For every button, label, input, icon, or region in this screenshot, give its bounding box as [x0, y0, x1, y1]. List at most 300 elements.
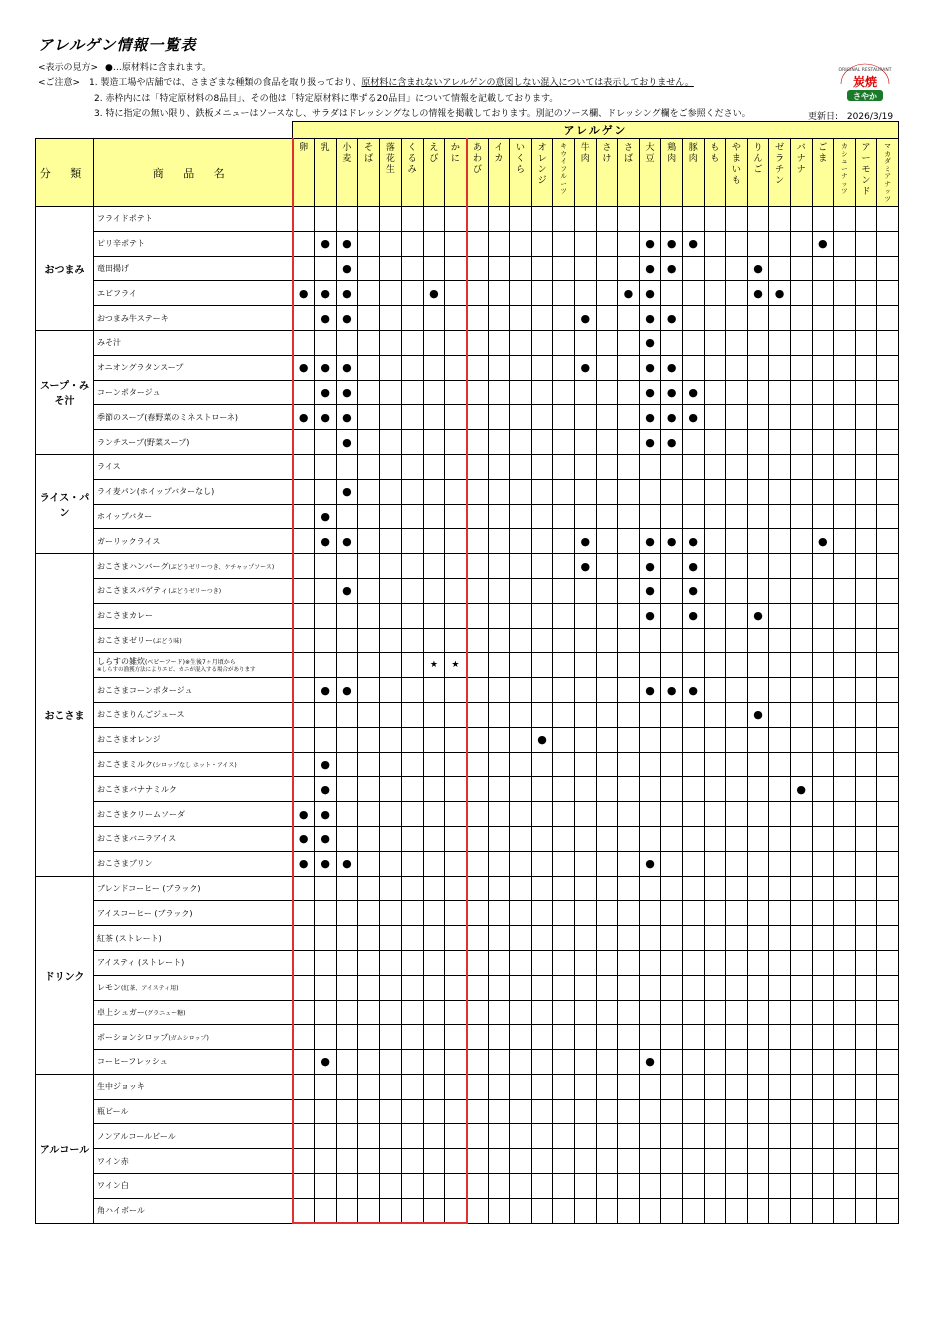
allergen-cell: [531, 702, 553, 727]
allergen-cell: [510, 430, 532, 455]
allergen-cell: [790, 826, 812, 851]
allergen-cell: [510, 479, 532, 504]
allergen-cell: [661, 1099, 683, 1124]
allergen-cell: [618, 1124, 640, 1149]
allergen-cell: [380, 926, 402, 951]
allergen-cell: [769, 1149, 791, 1174]
allergen-cell: [790, 702, 812, 727]
allergen-cell: [380, 330, 402, 355]
allergen-cell: [293, 430, 315, 455]
allergen-cell: [445, 1000, 467, 1025]
allergen-cell: [467, 1174, 489, 1199]
allergen-cell: [488, 1025, 510, 1050]
table-row: [36, 1198, 899, 1223]
allergen-cell: [661, 950, 683, 975]
allergen-cell: [618, 926, 640, 951]
allergen-cell: [445, 281, 467, 306]
allergen-cell: [531, 529, 553, 554]
allergen-cell: [747, 752, 769, 777]
allergen-cell: ●: [639, 380, 661, 405]
allergen-cell: [467, 405, 489, 430]
allergen-cell: [314, 430, 336, 455]
allergen-cell: [834, 901, 856, 926]
allergen-cell: [423, 578, 445, 603]
allergen-cell: [293, 975, 315, 1000]
allergen-cell: [596, 752, 618, 777]
allergen-cell: [726, 876, 748, 901]
product-name: ワイン白: [94, 1174, 293, 1199]
allergen-cell: [704, 603, 726, 628]
allergen-cell: [769, 529, 791, 554]
allergen-cell: ●: [314, 678, 336, 703]
allergen-cell: [726, 380, 748, 405]
allergen-cell: [553, 1099, 575, 1124]
allergen-cell: [747, 1074, 769, 1099]
product-name: ワイン赤: [94, 1149, 293, 1174]
allergen-cell: ●: [618, 281, 640, 306]
allergen-cell: [423, 504, 445, 529]
allergen-cell: [618, 950, 640, 975]
allergen-cell: [618, 901, 640, 926]
allergen-col-header: 小麦: [336, 139, 358, 207]
allergen-cell: [661, 752, 683, 777]
allergen-cell: [401, 380, 423, 405]
allergen-cell: [293, 256, 315, 281]
allergen-cell: [401, 876, 423, 901]
allergen-cell: [726, 281, 748, 306]
allergen-cell: [596, 306, 618, 331]
allergen-cell: [596, 504, 618, 529]
allergen-cell: [877, 1074, 899, 1099]
allergen-cell: [336, 1099, 358, 1124]
allergen-cell: [488, 256, 510, 281]
allergen-cell: [336, 826, 358, 851]
allergen-cell: [790, 430, 812, 455]
allergen-cell: [639, 1025, 661, 1050]
allergen-cell: [790, 1124, 812, 1149]
allergen-cell: [467, 975, 489, 1000]
allergen-cell: [877, 231, 899, 256]
allergen-cell: [790, 876, 812, 901]
allergen-cell: [423, 1198, 445, 1223]
allergen-cell: [423, 554, 445, 579]
allergen-cell: [553, 926, 575, 951]
allergen-cell: [574, 752, 596, 777]
allergen-cell: [661, 975, 683, 1000]
allergen-cell: [834, 231, 856, 256]
table-row: [36, 554, 899, 579]
allergen-cell: [401, 1174, 423, 1199]
allergen-cell: [510, 727, 532, 752]
allergen-cell: [855, 578, 877, 603]
logo-brand-text: さやか: [853, 92, 877, 101]
allergen-cell: [877, 479, 899, 504]
allergen-cell: [877, 454, 899, 479]
allergen-cell: [661, 1025, 683, 1050]
allergen-cell: [855, 926, 877, 951]
allergen-col-header: バナナ: [790, 139, 812, 207]
allergen-cell: [790, 554, 812, 579]
allergen-cell: [467, 1025, 489, 1050]
allergen-cell: [769, 231, 791, 256]
allergen-cell: [704, 802, 726, 827]
allergen-cell: [510, 1174, 532, 1199]
product-name: おこさまクリームソーダ: [94, 802, 293, 827]
allergen-cell: [877, 256, 899, 281]
allergen-cell: [704, 1174, 726, 1199]
allergen-cell: [314, 479, 336, 504]
allergen-cell: [553, 281, 575, 306]
allergen-cell: [812, 876, 834, 901]
allergen-cell: [467, 281, 489, 306]
allergen-cell: ●: [639, 851, 661, 876]
allergen-cell: [855, 231, 877, 256]
allergen-cell: ●: [314, 1050, 336, 1075]
allergen-cell: [790, 504, 812, 529]
allergen-cell: [445, 777, 467, 802]
allergen-cell: [812, 306, 834, 331]
table-row: [36, 1025, 899, 1050]
allergen-cell: [531, 851, 553, 876]
allergen-cell: ●: [639, 529, 661, 554]
allergen-cell: [704, 851, 726, 876]
allergen-cell: [790, 207, 812, 232]
allergen-cell: [747, 405, 769, 430]
allergen-cell: [661, 777, 683, 802]
allergen-cell: [293, 653, 315, 678]
allergen-cell: [574, 628, 596, 653]
legend-text: ●…原材料に含まれます。: [104, 63, 212, 73]
allergen-cell: [553, 1198, 575, 1223]
allergen-cell: [661, 479, 683, 504]
allergen-cell: [510, 802, 532, 827]
table-row: [36, 281, 899, 306]
table-row: [36, 479, 899, 504]
allergen-cell: [726, 1050, 748, 1075]
allergen-cell: [639, 1074, 661, 1099]
allergen-cell: [704, 1124, 726, 1149]
allergen-cell: [423, 479, 445, 504]
allergen-cell: [704, 1099, 726, 1124]
allergen-cell: [467, 901, 489, 926]
allergen-cell: [639, 1124, 661, 1149]
allergen-cell: [726, 1124, 748, 1149]
product-name: アイスティ (ストレート): [94, 950, 293, 975]
allergen-cell: [445, 802, 467, 827]
allergen-cell: [596, 256, 618, 281]
allergen-cell: [358, 281, 380, 306]
allergen-cell: [336, 975, 358, 1000]
allergen-cell: [790, 355, 812, 380]
allergen-cell: ●: [790, 777, 812, 802]
allergen-cell: [682, 1149, 704, 1174]
allergen-cell: [401, 1050, 423, 1075]
allergen-cell: [380, 454, 402, 479]
table-row: [36, 306, 899, 331]
allergen-cell: [510, 1050, 532, 1075]
allergen-cell: [812, 901, 834, 926]
allergen-cell: [553, 405, 575, 430]
allergen-cell: [618, 1050, 640, 1075]
allergen-cell: [380, 504, 402, 529]
allergen-cell: [574, 851, 596, 876]
allergen-cell: [661, 727, 683, 752]
allergen-cell: [531, 603, 553, 628]
allergen-cell: [682, 306, 704, 331]
allergen-cell: [596, 777, 618, 802]
allergen-cell: [769, 901, 791, 926]
allergen-cell: [726, 1174, 748, 1199]
allergen-cell: [618, 405, 640, 430]
allergen-cell: [553, 1000, 575, 1025]
allergen-cell: [704, 678, 726, 703]
allergen-cell: [726, 1025, 748, 1050]
allergen-cell: [834, 330, 856, 355]
allergen-cell: [510, 231, 532, 256]
allergen-cell: [769, 752, 791, 777]
allergen-cell: ●: [574, 554, 596, 579]
allergen-cell: [661, 603, 683, 628]
allergen-cell: [726, 231, 748, 256]
allergen-cell: [293, 1050, 315, 1075]
allergen-cell: [834, 1124, 856, 1149]
allergen-cell: [747, 975, 769, 1000]
allergen-cell: [747, 1174, 769, 1199]
allergen-cell: [877, 355, 899, 380]
allergen-cell: [596, 231, 618, 256]
allergen-cell: [812, 454, 834, 479]
allergen-cell: [812, 851, 834, 876]
allergen-cell: [769, 802, 791, 827]
allergen-cell: [790, 975, 812, 1000]
allergen-cell: [531, 1198, 553, 1223]
allergen-cell: [726, 926, 748, 951]
allergen-cell: [358, 529, 380, 554]
allergen-cell: [553, 207, 575, 232]
allergen-cell: [596, 1074, 618, 1099]
allergen-cell: [639, 777, 661, 802]
allergen-cell: [488, 702, 510, 727]
allergen-cell: [834, 653, 856, 678]
allergen-cell: [769, 777, 791, 802]
product-name: レモン(紅茶、アイスティ用): [94, 975, 293, 1000]
allergen-cell: [726, 554, 748, 579]
table-row: [36, 653, 899, 678]
allergen-cell: ●: [314, 777, 336, 802]
notice-1b: 原材料に含まれないアレルゲンの意図しない混入については表示しておりません。: [361, 78, 694, 88]
product-name: ピリ辛ポテト: [94, 231, 293, 256]
allergen-cell: [682, 752, 704, 777]
allergen-cell: [790, 1174, 812, 1199]
allergen-cell: [293, 380, 315, 405]
allergen-cell: [726, 975, 748, 1000]
allergen-cell: [574, 578, 596, 603]
allergen-cell: [661, 876, 683, 901]
allergen-cell: [596, 207, 618, 232]
allergen-cell: [769, 826, 791, 851]
allergen-cell: [401, 504, 423, 529]
allergen-cell: [877, 678, 899, 703]
allergen-cell: [704, 1050, 726, 1075]
allergen-cell: [553, 1124, 575, 1149]
allergen-cell: [467, 380, 489, 405]
table-row: [36, 405, 899, 430]
allergen-cell: ●: [661, 306, 683, 331]
allergen-cell: [704, 454, 726, 479]
allergen-cell: [790, 653, 812, 678]
allergen-cell: [877, 281, 899, 306]
allergen-cell: [812, 330, 834, 355]
allergen-cell: ●: [639, 678, 661, 703]
allergen-cell: [596, 603, 618, 628]
allergen-cell: [510, 702, 532, 727]
allergen-cell: [834, 826, 856, 851]
allergen-cell: [769, 330, 791, 355]
allergen-cell: [812, 950, 834, 975]
allergen-cell: [467, 926, 489, 951]
allergen-cell: [855, 826, 877, 851]
allergen-cell: [467, 330, 489, 355]
allergen-cell: [380, 529, 402, 554]
allergen-cell: [618, 1000, 640, 1025]
allergen-cell: [488, 330, 510, 355]
allergen-cell: [596, 802, 618, 827]
allergen-cell: [531, 975, 553, 1000]
product-name: おこさまハンバーグ(ぶどうゼリーつき、ケチャップソース): [94, 554, 293, 579]
allergen-cell: [639, 975, 661, 1000]
allergen-cell: [293, 529, 315, 554]
allergen-cell: [401, 653, 423, 678]
allergen-cell: [682, 281, 704, 306]
allergen-cell: [467, 1000, 489, 1025]
allergen-cell: [358, 950, 380, 975]
allergen-cell: [747, 330, 769, 355]
allergen-cell: [639, 207, 661, 232]
allergen-cell: [682, 926, 704, 951]
notice-line-2: 2. 赤枠内には「特定原材料の8品目」、その他は「特定原材料に準ずる20品目」について情報を記載しております。: [94, 94, 559, 104]
product-name: 角ハイボール: [94, 1198, 293, 1223]
allergen-cell: [488, 405, 510, 430]
allergen-cell: [293, 1174, 315, 1199]
allergen-cell: [877, 1099, 899, 1124]
allergen-cell: [682, 950, 704, 975]
allergen-cell: [812, 405, 834, 430]
allergen-cell: [834, 628, 856, 653]
allergen-cell: [445, 678, 467, 703]
allergen-cell: [812, 702, 834, 727]
allergen-cell: [574, 207, 596, 232]
allergen-cell: [704, 826, 726, 851]
allergen-cell: [877, 926, 899, 951]
allergen-cell: [467, 628, 489, 653]
allergen-cell: [596, 876, 618, 901]
allergen-cell: [401, 529, 423, 554]
allergen-cell: [401, 479, 423, 504]
allergen-cell: [553, 851, 575, 876]
allergen-cell: [596, 1000, 618, 1025]
allergen-cell: [401, 926, 423, 951]
allergen-cell: [293, 231, 315, 256]
allergen-cell: [682, 1025, 704, 1050]
allergen-cell: [423, 430, 445, 455]
allergen-cell: [358, 752, 380, 777]
allergen-cell: [488, 1198, 510, 1223]
allergen-cell: [834, 281, 856, 306]
allergen-cell: [596, 554, 618, 579]
allergen-cell: [336, 950, 358, 975]
allergen-cell: [661, 554, 683, 579]
allergen-cell: [704, 653, 726, 678]
allergen-cell: [834, 1074, 856, 1099]
allergen-cell: [423, 256, 445, 281]
allergen-cell: [314, 950, 336, 975]
allergen-cell: [445, 1050, 467, 1075]
allergen-cell: [445, 578, 467, 603]
allergen-cell: [336, 628, 358, 653]
allergen-cell: [488, 1000, 510, 1025]
allergen-cell: [704, 256, 726, 281]
allergen-cell: [358, 975, 380, 1000]
allergen-cell: [531, 826, 553, 851]
allergen-cell: [531, 355, 553, 380]
allergen-cell: [401, 950, 423, 975]
allergen-cell: [574, 950, 596, 975]
allergen-cell: [293, 479, 315, 504]
allergen-cell: [769, 380, 791, 405]
table-row: [36, 380, 899, 405]
allergen-cell: [704, 529, 726, 554]
allergen-cell: [531, 1074, 553, 1099]
allergen-cell: ●: [314, 752, 336, 777]
allergen-cell: [531, 454, 553, 479]
allergen-cell: [467, 851, 489, 876]
allergen-cell: [553, 1149, 575, 1174]
allergen-cell: [401, 603, 423, 628]
allergen-cell: [618, 603, 640, 628]
allergen-cell: [834, 603, 856, 628]
allergen-cell: [488, 628, 510, 653]
allergen-cell: [769, 950, 791, 975]
allergen-cell: [834, 578, 856, 603]
allergen-cell: [769, 603, 791, 628]
allergen-cell: [769, 578, 791, 603]
allergen-cell: [726, 826, 748, 851]
allergen-cell: [855, 207, 877, 232]
allergen-cell: [401, 454, 423, 479]
allergen-cell: [855, 1025, 877, 1050]
product-name: ライス: [94, 454, 293, 479]
allergen-cell: [380, 826, 402, 851]
allergen-cell: [358, 802, 380, 827]
allergen-cell: [747, 306, 769, 331]
allergen-cell: [423, 1174, 445, 1199]
allergen-cell: ●: [682, 380, 704, 405]
table-row: [36, 355, 899, 380]
allergen-cell: [855, 1050, 877, 1075]
allergen-cell: [618, 653, 640, 678]
allergen-cell: [553, 653, 575, 678]
allergen-cell: [467, 678, 489, 703]
allergen-cell: [401, 727, 423, 752]
allergen-cell: [726, 752, 748, 777]
allergen-cell: [401, 1198, 423, 1223]
allergen-cell: [445, 380, 467, 405]
allergen-cell: [747, 777, 769, 802]
table-row: [36, 1074, 899, 1099]
table-row: [36, 727, 899, 752]
table-row: [36, 578, 899, 603]
allergen-cell: ●: [314, 355, 336, 380]
